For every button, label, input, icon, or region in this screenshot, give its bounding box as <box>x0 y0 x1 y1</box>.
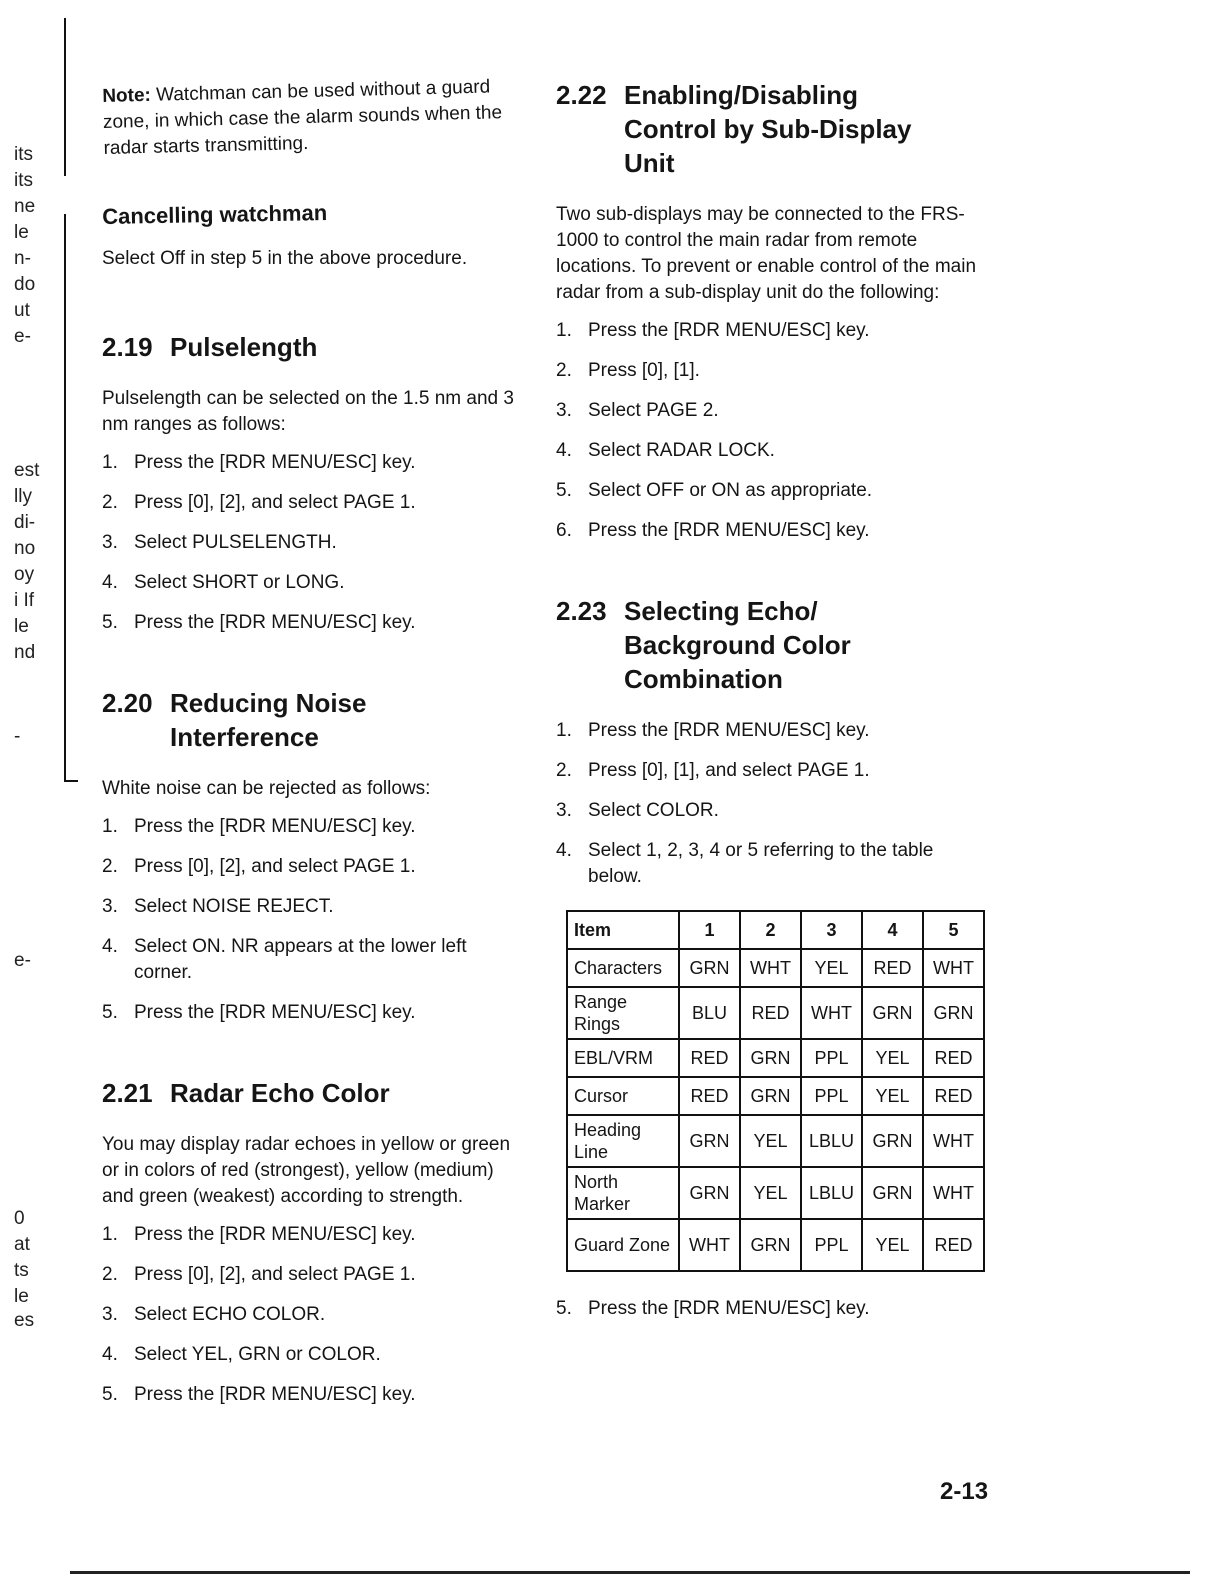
section-title: Reducing Noise Interference <box>170 688 367 752</box>
table-cell-item: Characters <box>567 949 679 987</box>
note-text: Watchman can be used without a guard zone, in which case the alarm sounds when the radar starts transmitting. <box>102 76 503 159</box>
section-2-23-final-step <box>556 1296 986 1322</box>
table-cell: YEL <box>740 1115 801 1167</box>
table-cell: GRN <box>740 1039 801 1077</box>
table-header-cell: 3 <box>801 911 862 949</box>
section-2-20-intro: White noise can be rejected as follows: <box>102 778 431 799</box>
margin-fragment: lly <box>14 486 32 507</box>
list-item: 2. Press [0], [2], and select PAGE 1. <box>102 492 416 513</box>
list-item: 1. Press the [RDR MENU/ESC] key. <box>102 816 416 837</box>
list-item: 1. Press the [RDR MENU/ESC] key. <box>556 720 870 741</box>
list-item: 5. Press the [RDR MENU/ESC] key. <box>102 1002 416 1023</box>
table-cell: RED <box>923 1077 984 1115</box>
table-cell: GRN <box>862 987 923 1039</box>
list-item: 4. Select 1, 2, 3, 4 or 5 referring to the table below. <box>556 840 934 887</box>
table-cell: RED <box>679 1077 740 1115</box>
table-row <box>567 1039 984 1077</box>
section-2-23-steps <box>556 718 986 890</box>
note-label: Note: <box>102 84 152 107</box>
margin-fragment: n- <box>14 248 31 269</box>
margin-fragment: ts <box>14 1260 29 1281</box>
margin-fragment: ut <box>14 300 30 321</box>
margin-fragment: e- <box>14 950 31 971</box>
margin-fragment: oy <box>14 564 35 585</box>
table-cell: LBLU <box>801 1167 862 1219</box>
table-cell-item: Cursor <box>567 1077 679 1115</box>
table-cell: RED <box>740 987 801 1039</box>
list-item: 3. Select PAGE 2. <box>556 400 719 421</box>
table-row <box>567 1115 984 1167</box>
list-item: 1. Press the [RDR MENU/ESC] key. <box>556 320 870 341</box>
section-2-23-heading <box>556 594 986 696</box>
margin-fragment: est <box>14 460 40 481</box>
margin-fragment: do <box>14 274 36 295</box>
table-cell: YEL <box>862 1039 923 1077</box>
table-header-cell: 5 <box>923 911 984 949</box>
table-cell: RED <box>923 1219 984 1271</box>
margin-fragment: le <box>14 1286 29 1307</box>
section-number: 2.22 <box>556 80 607 110</box>
list-item: 3. Select PULSELENGTH. <box>102 532 337 553</box>
list-item: 4. Select SHORT or LONG. <box>102 572 345 593</box>
section-number: 2.21 <box>102 1078 153 1108</box>
left-column <box>102 76 527 1422</box>
table-cell: YEL <box>801 949 862 987</box>
margin-rule <box>64 214 66 780</box>
list-item: 1. Press the [RDR MENU/ESC] key. <box>102 1224 416 1245</box>
table-cell: GRN <box>679 949 740 987</box>
table-cell: PPL <box>801 1077 862 1115</box>
table-cell: GRN <box>862 1167 923 1219</box>
table-cell-item: Guard Zone <box>567 1219 679 1271</box>
list-item: 3. Select COLOR. <box>556 800 719 821</box>
margin-fragment: its <box>14 144 33 165</box>
table-header-cell: 1 <box>679 911 740 949</box>
table-cell-item: Range Rings <box>567 987 679 1039</box>
margin-fragment: its <box>14 170 33 191</box>
table-cell-item: Heading Line <box>567 1115 679 1167</box>
table-cell: PPL <box>801 1219 862 1271</box>
table-row <box>567 987 984 1039</box>
table-cell: WHT <box>923 1115 984 1167</box>
table-header-row <box>567 911 984 949</box>
margin-fragment: es <box>14 1310 35 1331</box>
table-cell: WHT <box>679 1219 740 1271</box>
section-2-22-intro: Two sub-displays may be connected to the FRS-1000 to control the main radar from remote locations. To prevent or enable control of the main radar from a sub-display unit do the following: <box>556 204 977 303</box>
section-2-21-intro: You may display radar echoes in yellow or green or in colors of red (strongest), yellow (medium) and green (weakest) according to strength. <box>102 1134 511 1207</box>
margin-fragment: no <box>14 538 36 559</box>
color-combination-table <box>566 910 985 1272</box>
list-item: 3. Select ECHO COLOR. <box>102 1304 326 1325</box>
margin-fragment: le <box>14 616 29 637</box>
margin-rule <box>64 18 66 176</box>
list-item: 6. Press the [RDR MENU/ESC] key. <box>556 520 870 541</box>
section-2-19-steps <box>102 450 527 636</box>
table-header-cell: 4 <box>862 911 923 949</box>
section-title: Enabling/Disabling Control by Sub-Display Unit <box>624 80 912 178</box>
section-2-19-intro: Pulselength can be selected on the 1.5 nm and 3 nm ranges as follows: <box>102 388 514 435</box>
cancelling-heading: Cancelling watchman <box>102 200 328 229</box>
margin-fragment: 0 <box>14 1208 25 1229</box>
table-cell: BLU <box>679 987 740 1039</box>
right-column <box>556 78 986 1336</box>
table-cell-item: North Marker <box>567 1167 679 1219</box>
margin-fragment: le <box>14 222 29 243</box>
table-cell: GRN <box>679 1167 740 1219</box>
margin-fragment: at <box>14 1234 30 1255</box>
list-item: 5. Press the [RDR MENU/ESC] key. <box>102 612 416 633</box>
list-item: 5. Press the [RDR MENU/ESC] key. <box>102 1384 416 1405</box>
table-cell: RED <box>679 1039 740 1077</box>
table-cell: GRN <box>923 987 984 1039</box>
table-header-cell: Item <box>567 911 679 949</box>
table-cell: WHT <box>923 949 984 987</box>
list-item: 3. Select NOISE REJECT. <box>102 896 334 917</box>
section-2-22-steps <box>556 318 986 544</box>
list-item: 2. Press [0], [1]. <box>556 360 700 381</box>
margin-fragment: i If <box>14 590 35 611</box>
table-cell: PPL <box>801 1039 862 1077</box>
table-row <box>567 949 984 987</box>
table-header-cell: 2 <box>740 911 801 949</box>
table-cell: GRN <box>740 1219 801 1271</box>
table-cell: YEL <box>862 1219 923 1271</box>
table-cell: RED <box>923 1039 984 1077</box>
table-cell: YEL <box>740 1167 801 1219</box>
table-cell: LBLU <box>801 1115 862 1167</box>
list-item: 5. Select OFF or ON as appropriate. <box>556 480 873 501</box>
watchman-note <box>102 74 529 162</box>
list-item: 2. Press [0], [2], and select PAGE 1. <box>102 856 416 877</box>
section-2-20-heading <box>102 686 527 754</box>
list-item: 2. Press [0], [2], and select PAGE 1. <box>102 1264 416 1285</box>
section-2-21-steps <box>102 1222 527 1408</box>
list-item: 1. Press the [RDR MENU/ESC] key. <box>102 452 416 473</box>
table-cell: RED <box>862 949 923 987</box>
section-title: Pulselength <box>170 332 318 362</box>
section-title: Radar Echo Color <box>170 1078 390 1108</box>
list-item: 4. Select YEL, GRN or COLOR. <box>102 1344 381 1365</box>
section-2-21-heading <box>102 1076 527 1110</box>
margin-fragment: e- <box>14 326 31 347</box>
table-cell: GRN <box>740 1077 801 1115</box>
table-cell: WHT <box>801 987 862 1039</box>
table-row <box>567 1219 984 1271</box>
cancelling-text: Select Off in step 5 in the above procedure. <box>102 248 468 269</box>
list-item: 4. Select ON. NR appears at the lower left corner. <box>102 936 467 983</box>
section-2-20-steps <box>102 814 527 1026</box>
list-item: 4. Select RADAR LOCK. <box>556 440 775 461</box>
table-cell: YEL <box>862 1077 923 1115</box>
section-title: Selecting Echo/ Background Color Combination <box>624 596 851 694</box>
margin-rule <box>64 780 78 782</box>
section-number: 2.23 <box>556 596 607 626</box>
page-number: 2-13 <box>940 1478 989 1505</box>
section-2-19-heading <box>102 330 527 364</box>
table-cell-item: EBL/VRM <box>567 1039 679 1077</box>
section-number: 2.20 <box>102 688 153 718</box>
table-row <box>567 1077 984 1115</box>
table-cell: GRN <box>862 1115 923 1167</box>
margin-fragment: nd <box>14 642 36 663</box>
section-2-22-heading <box>556 78 986 180</box>
list-item: 5. Press the [RDR MENU/ESC] key. <box>556 1298 870 1319</box>
margin-fragment: di- <box>14 512 36 533</box>
section-number: 2.19 <box>102 332 153 362</box>
table-cell: GRN <box>679 1115 740 1167</box>
table-cell: WHT <box>740 949 801 987</box>
table-row <box>567 1167 984 1219</box>
margin-fragment: ne <box>14 196 36 217</box>
list-item: 2. Press [0], [1], and select PAGE 1. <box>556 760 870 781</box>
table-cell: WHT <box>923 1167 984 1219</box>
margin-fragment: - <box>14 726 21 747</box>
page-bottom-edge <box>70 1571 1190 1574</box>
